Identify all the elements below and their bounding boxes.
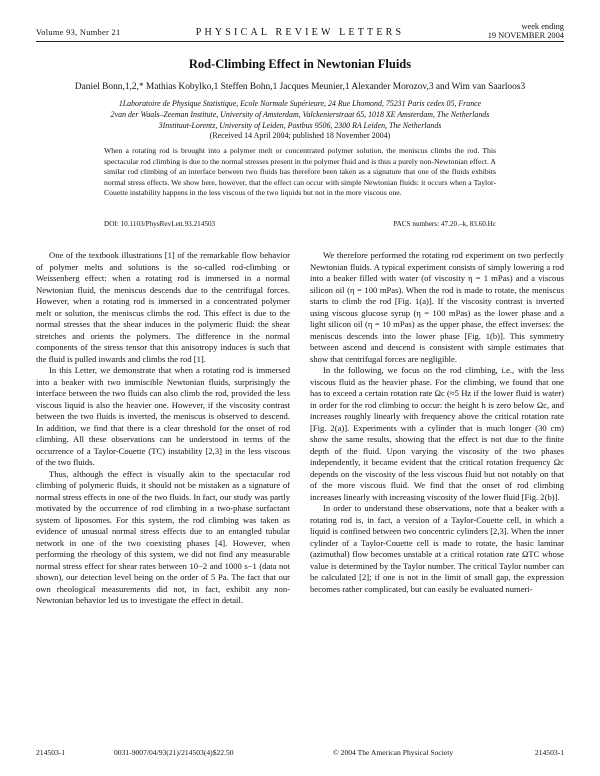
issue-date	[488, 22, 564, 40]
volume-number: Volume 93, Number 21	[36, 28, 121, 37]
week-ending-label: week ending	[521, 22, 564, 31]
pacs-numbers: PACS numbers: 47.20.–k, 83.60.Hc	[393, 220, 496, 228]
received-dates: (Received 14 April 2004; published 18 November 2004)	[209, 131, 391, 140]
page-number-left: 214503-1	[36, 748, 66, 757]
copyright-notice: © 2004 The American Physical Society	[333, 748, 454, 757]
running-header	[36, 22, 564, 42]
affiliation-2: 2van der Waals–Zeeman Institute, University of Amsterdam, Valckenierstraat 65, 1018 XE Amsterdam, The Netherlands	[110, 110, 490, 119]
doi[interactable]: DOI: 10.1103/PhysRevLett.93.214503	[104, 220, 216, 228]
article-title: Rod-Climbing Effect in Newtonian Fluids	[188, 57, 412, 71]
paragraph: In the following, we focus on the rod climbing, i.e., with the less viscous fluid as the heavier phase. For the climbing, we found that one has to exceed a certain rotation rate Ωc (≈5 Hz if the lower fluid is water) in order for the rod climbing to occur: the height h is zero below Ωc, and increases roughly linearly with frequency above the critical rotation rate [Fig. 2(a)]. Experiments with a cylinder that is much longer (30 cm) show the same results, showing that the effect is not due to the finite depth of the fluid. Upon varying the viscosity of the two phases independently, it became evident that the critical rotation frequency Ωc depends on the viscosity of the less viscous fluid but not notably on that of the more viscous fluid. We find that the onset of rod climbing increases linearly with increasing viscosity of the lower fluid [Fig. 2(b)].	[310, 365, 564, 502]
header-rule	[36, 41, 564, 42]
paragraph: One of the textbook illustrations [1] of the remarkable flow behavior of polymer melts and solutions is the so-called rod-climbing or Weissenberg effect: when a rotating rod is immersed in a normal Newtonian fluid, the meniscus descends due to the centrifugal forces. However, when a rotating rod is immersed in a concentrated polymer melt or solution, the meniscus climbs the rod. This effect is due to the normal stresses that the shear induces in the polymeric fluid: the shear stretches and orients the polymers. The difference in the normal components of the stress tensor that this anisotropy induces is such that the fluid is pulled inwards and climbs the rod [1].	[36, 250, 290, 364]
journal-name: PHYSICAL REVIEW LETTERS	[195, 27, 405, 38]
affiliation-3: 3Instituut-Lorentz, University of Leiden, Postbus 9506, 2300 RA Leiden, The Netherlands	[158, 121, 442, 130]
paragraph: We therefore performed the rotating rod experiment on two perfectly Newtonian fluids. A typical experiment consists of simply lowering a rod into a beaker filled with water (of viscosity η = 1 mPas) and a viscous silicon oil (η = 100 mPas). When the rod is made to rotate, the meniscus starts to climb the rod [Fig. 1(a)]. If the viscosity contrast is inverted using viscous glucose syrup (η = 100 mPas) as the lower phase and a light silicon oil (η = 10 mPas) as the upper phase, the effect inverses: the meniscus descends into the lower phase [Fig. 1(b)]. This symmetry between ascend and descend is consistent with simple estimates that show that centrifugal forces are negligible.	[310, 250, 564, 364]
affiliations	[30, 98, 570, 131]
paragraph: Thus, although the effect is visually akin to the spectacular rod climbing of polymeric fluids, it should not be mistaken as a signature of normal stress effects in one of the two fluids. In fact, our study was partly motivated by the occurrence of rod climbing in a two-phase surfactant system of liposomes. For this system, the rod climbing was taken as evidence of unusual normal stress effects due to an entangled tubular network in one of the two coexisting phases [4]. However, when performing the rheology of this system, we did not find any measurable normal stress effect for shear rates between 10−2 and 1000 s−1 (data not shown), our detection level being on the order of 5 Pa. The fact that our own rheological measurements did not, in fact, exhibit any non-Newtonian behavior led us to investigate the effect in detail.	[36, 468, 290, 606]
affiliation-1: 1Laboratoire de Physique Statistique, Ecole Normale Supérieure, 24 Rue Lhomond, 75231 Paris cedex 05, France	[118, 99, 482, 108]
paragraph: In this Letter, we demonstrate that when a rotating rod is immersed into a beaker with two immiscible Newtonian fluids, surprisingly the interface between the two fluids can also climb the rod, provided the less viscous liquid is also the heavier one. However, if the viscosity contrast between the two fluids is inverted, the meniscus is observed to descend. In addition, we find that there is a clear threshold for the onset of rod climbing. All these observations can be understood in terms of the occurrence of a Taylor-Couette (TC) instability [2,3] in the less viscous of the two fluids.	[36, 365, 290, 468]
page-number-right: 214503-1	[534, 748, 564, 757]
page-footer	[36, 748, 564, 760]
body-column-right	[310, 250, 564, 595]
abstract: When a rotating rod is brought into a polymer melt or concentrated polymer solution, the meniscus climbs the rod. This spectacular rod climbing is due to the normal stresses present in the polymer fluid and is thus a purely non-Newtonian effect. A similar rod climbing of an interface between two fluids has therefore been taken as a signature that one of the fluids exhibits normal stress effects. We show here, however, that the effect can occur with simple Newtonian fluids: it occurs when a Taylor-Couette instability happens in the less viscous of the two liquids but not in the more viscous one.	[104, 146, 496, 197]
issn-code: 0031-9007/04/93(21)/214503(4)$22.50	[114, 748, 234, 757]
author-list: Daniel Bonn,1,2,* Mathias Kobylko,1 Steffen Bohn,1 Jacques Meunier,1 Alexander Morozov,3 and Wim van Saarloos3	[74, 82, 526, 92]
body-column-left	[36, 250, 290, 607]
paragraph: In order to understand these observations, note that a beaker with a rotating rod is, in fact, a version of a Taylor-Couette cell, in which a liquid is confined between two concentric cylinders [2,3]. When the inner cylinder of a Taylor-Couette cell is made to rotate, the basic laminar (azimuthal) flow becomes unstable at a critical rotation rate ΩTC whose value is determined by the Taylor number. The critical Taylor number can be calculated [2]; if one is not in the limit of small gap, the expression becomes rather complicated, but can easily be evaluated numeri-	[310, 503, 564, 594]
issue-date-value: 19 NOVEMBER 2004	[487, 31, 564, 40]
